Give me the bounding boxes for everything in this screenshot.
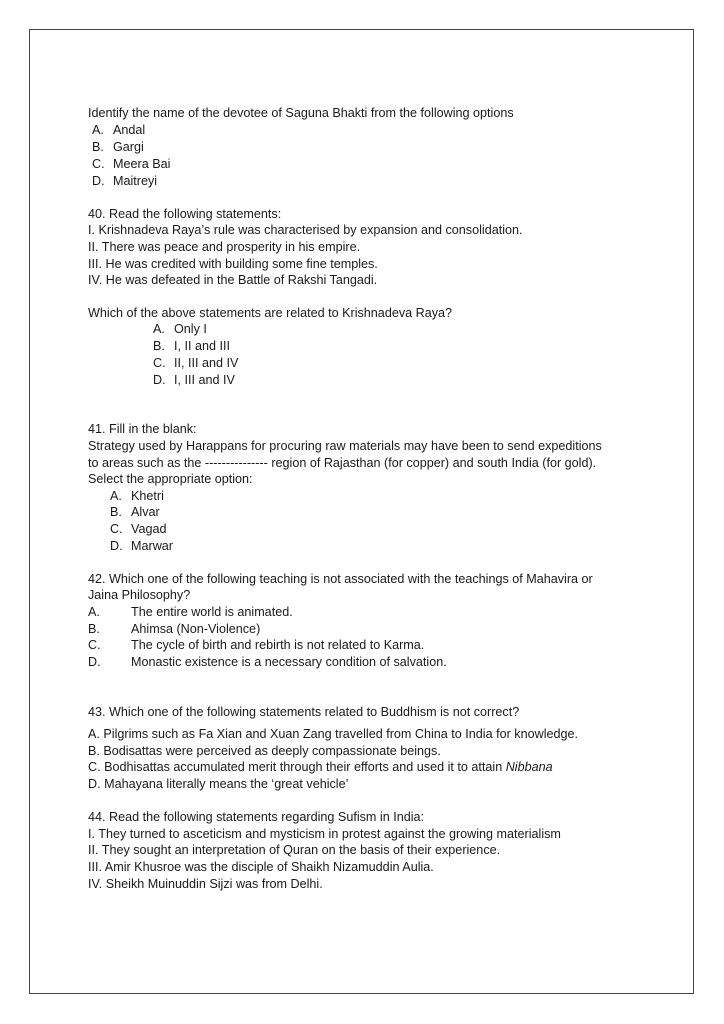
q40-statement-2: II. There was peace and prosperity in his empire. [88, 240, 361, 254]
option-key: A. [110, 489, 122, 503]
option-text: Alvar [131, 505, 160, 519]
option-key: C. [110, 522, 123, 536]
option-text: Andal [113, 123, 146, 137]
q41-line-3: Select the appropriate option: [88, 472, 253, 486]
option-text: Marwar [131, 539, 173, 553]
option-text: C. Bodhisattas accumulated merit through their efforts and used it to attain [88, 760, 506, 774]
option-text: Monastic existence is a necessary condition of salvation. [131, 655, 447, 669]
q39-option-c[interactable] [92, 156, 170, 172]
q40-statement-1: I. Krishnadeva Raya’s rule was characterised by expansion and consolidation. [88, 223, 523, 237]
q39-option-d[interactable] [92, 173, 157, 189]
option-key: C. [88, 638, 101, 652]
option-text: Khetri [131, 489, 164, 503]
option-key: D. [153, 373, 166, 387]
option-key: B. [110, 505, 122, 519]
option-text: The cycle of birth and rebirth is not related to Karma. [131, 638, 425, 652]
q41-option-d[interactable] [110, 538, 173, 554]
q43-option-d[interactable]: D. Mahayana literally means the ‘great vehicle’ [88, 777, 349, 791]
q40-option-c[interactable] [153, 355, 238, 371]
q42-option-d[interactable] [88, 654, 447, 670]
q41-line-1: Strategy used by Harappans for procuring raw materials may have been to send expeditions [88, 439, 602, 453]
q42-option-b[interactable] [88, 621, 260, 637]
q42-option-c[interactable] [88, 637, 424, 653]
q43-option-c[interactable] [88, 759, 553, 775]
q44-intro: 44. Read the following statements regarding Sufism in India: [88, 810, 425, 824]
option-text: I, II and III [174, 339, 231, 353]
q42-option-a[interactable] [88, 604, 293, 620]
option-text: I, III and IV [174, 373, 235, 387]
q41-option-a[interactable] [110, 488, 164, 504]
q44-statement-2: II. They sought an interpretation of Quran on the basis of their experience. [88, 843, 501, 857]
q39-question: Identify the name of the devotee of Saguna Bhakti from the following options [88, 106, 514, 120]
q40-statement-4: IV. He was defeated in the Battle of Rakshi Tangadi. [88, 273, 378, 287]
option-key: C. [92, 157, 105, 171]
option-text: Gargi [113, 140, 144, 154]
q39-option-b[interactable] [92, 139, 144, 155]
q43-option-a[interactable]: A. Pilgrims such as Fa Xian and Xuan Zang travelled from China to India for knowledge. [88, 727, 579, 741]
option-key: A. [92, 123, 104, 137]
option-text: II, III and IV [174, 356, 239, 370]
q42-line-1: 42. Which one of the following teaching is not associated with the teachings of Mahavira or [88, 572, 593, 586]
option-key: D. [110, 539, 123, 553]
q44-statement-3: III. Amir Khusroe was the disciple of Shaikh Nizamuddin Aulia. [88, 860, 434, 874]
option-text: Only I [174, 322, 207, 336]
q39-option-a[interactable] [92, 122, 145, 138]
q40-intro: 40. Read the following statements: [88, 207, 282, 221]
q43-question: 43. Which one of the following statements related to Buddhism is not correct? [88, 705, 520, 719]
option-text: Meera Bai [113, 157, 171, 171]
option-key: D. [92, 174, 105, 188]
option-text: The entire world is animated. [131, 605, 293, 619]
q44-statement-1: I. They turned to asceticism and mysticism in protest against the growing materialism [88, 827, 561, 841]
option-key: B. [153, 339, 165, 353]
q43-option-b[interactable]: B. Bodisattas were perceived as deeply compassionate beings. [88, 744, 441, 758]
q44-statement-4: IV. Sheikh Muinuddin Sijzi was from Delhi. [88, 877, 323, 891]
option-key: D. [88, 655, 101, 669]
q41-option-c[interactable] [110, 521, 166, 537]
q41-line-2: to areas such as the --------------- region of Rajasthan (for copper) and south India (for gold). [88, 456, 597, 470]
italic-term: Nibbana [505, 760, 553, 774]
option-text: Ahimsa (Non-Violence) [131, 622, 261, 636]
q40-question: Which of the above statements are related to Krishnadeva Raya? [88, 306, 453, 320]
q42-line-2: Jaina Philosophy? [88, 588, 191, 602]
q41-intro: 41. Fill in the blank: [88, 422, 197, 436]
option-text: Maitreyi [113, 174, 158, 188]
option-key: C. [153, 356, 166, 370]
q40-option-d[interactable] [153, 372, 235, 388]
option-key: B. [92, 140, 104, 154]
option-key: A. [88, 605, 100, 619]
q40-statement-3: III. He was credited with building some fine temples. [88, 257, 378, 271]
q40-option-a[interactable] [153, 321, 207, 337]
option-text: Vagad [131, 522, 167, 536]
q41-option-b[interactable] [110, 504, 160, 520]
q40-option-b[interactable] [153, 338, 230, 354]
option-key: A. [153, 322, 165, 336]
option-key: B. [88, 622, 100, 636]
